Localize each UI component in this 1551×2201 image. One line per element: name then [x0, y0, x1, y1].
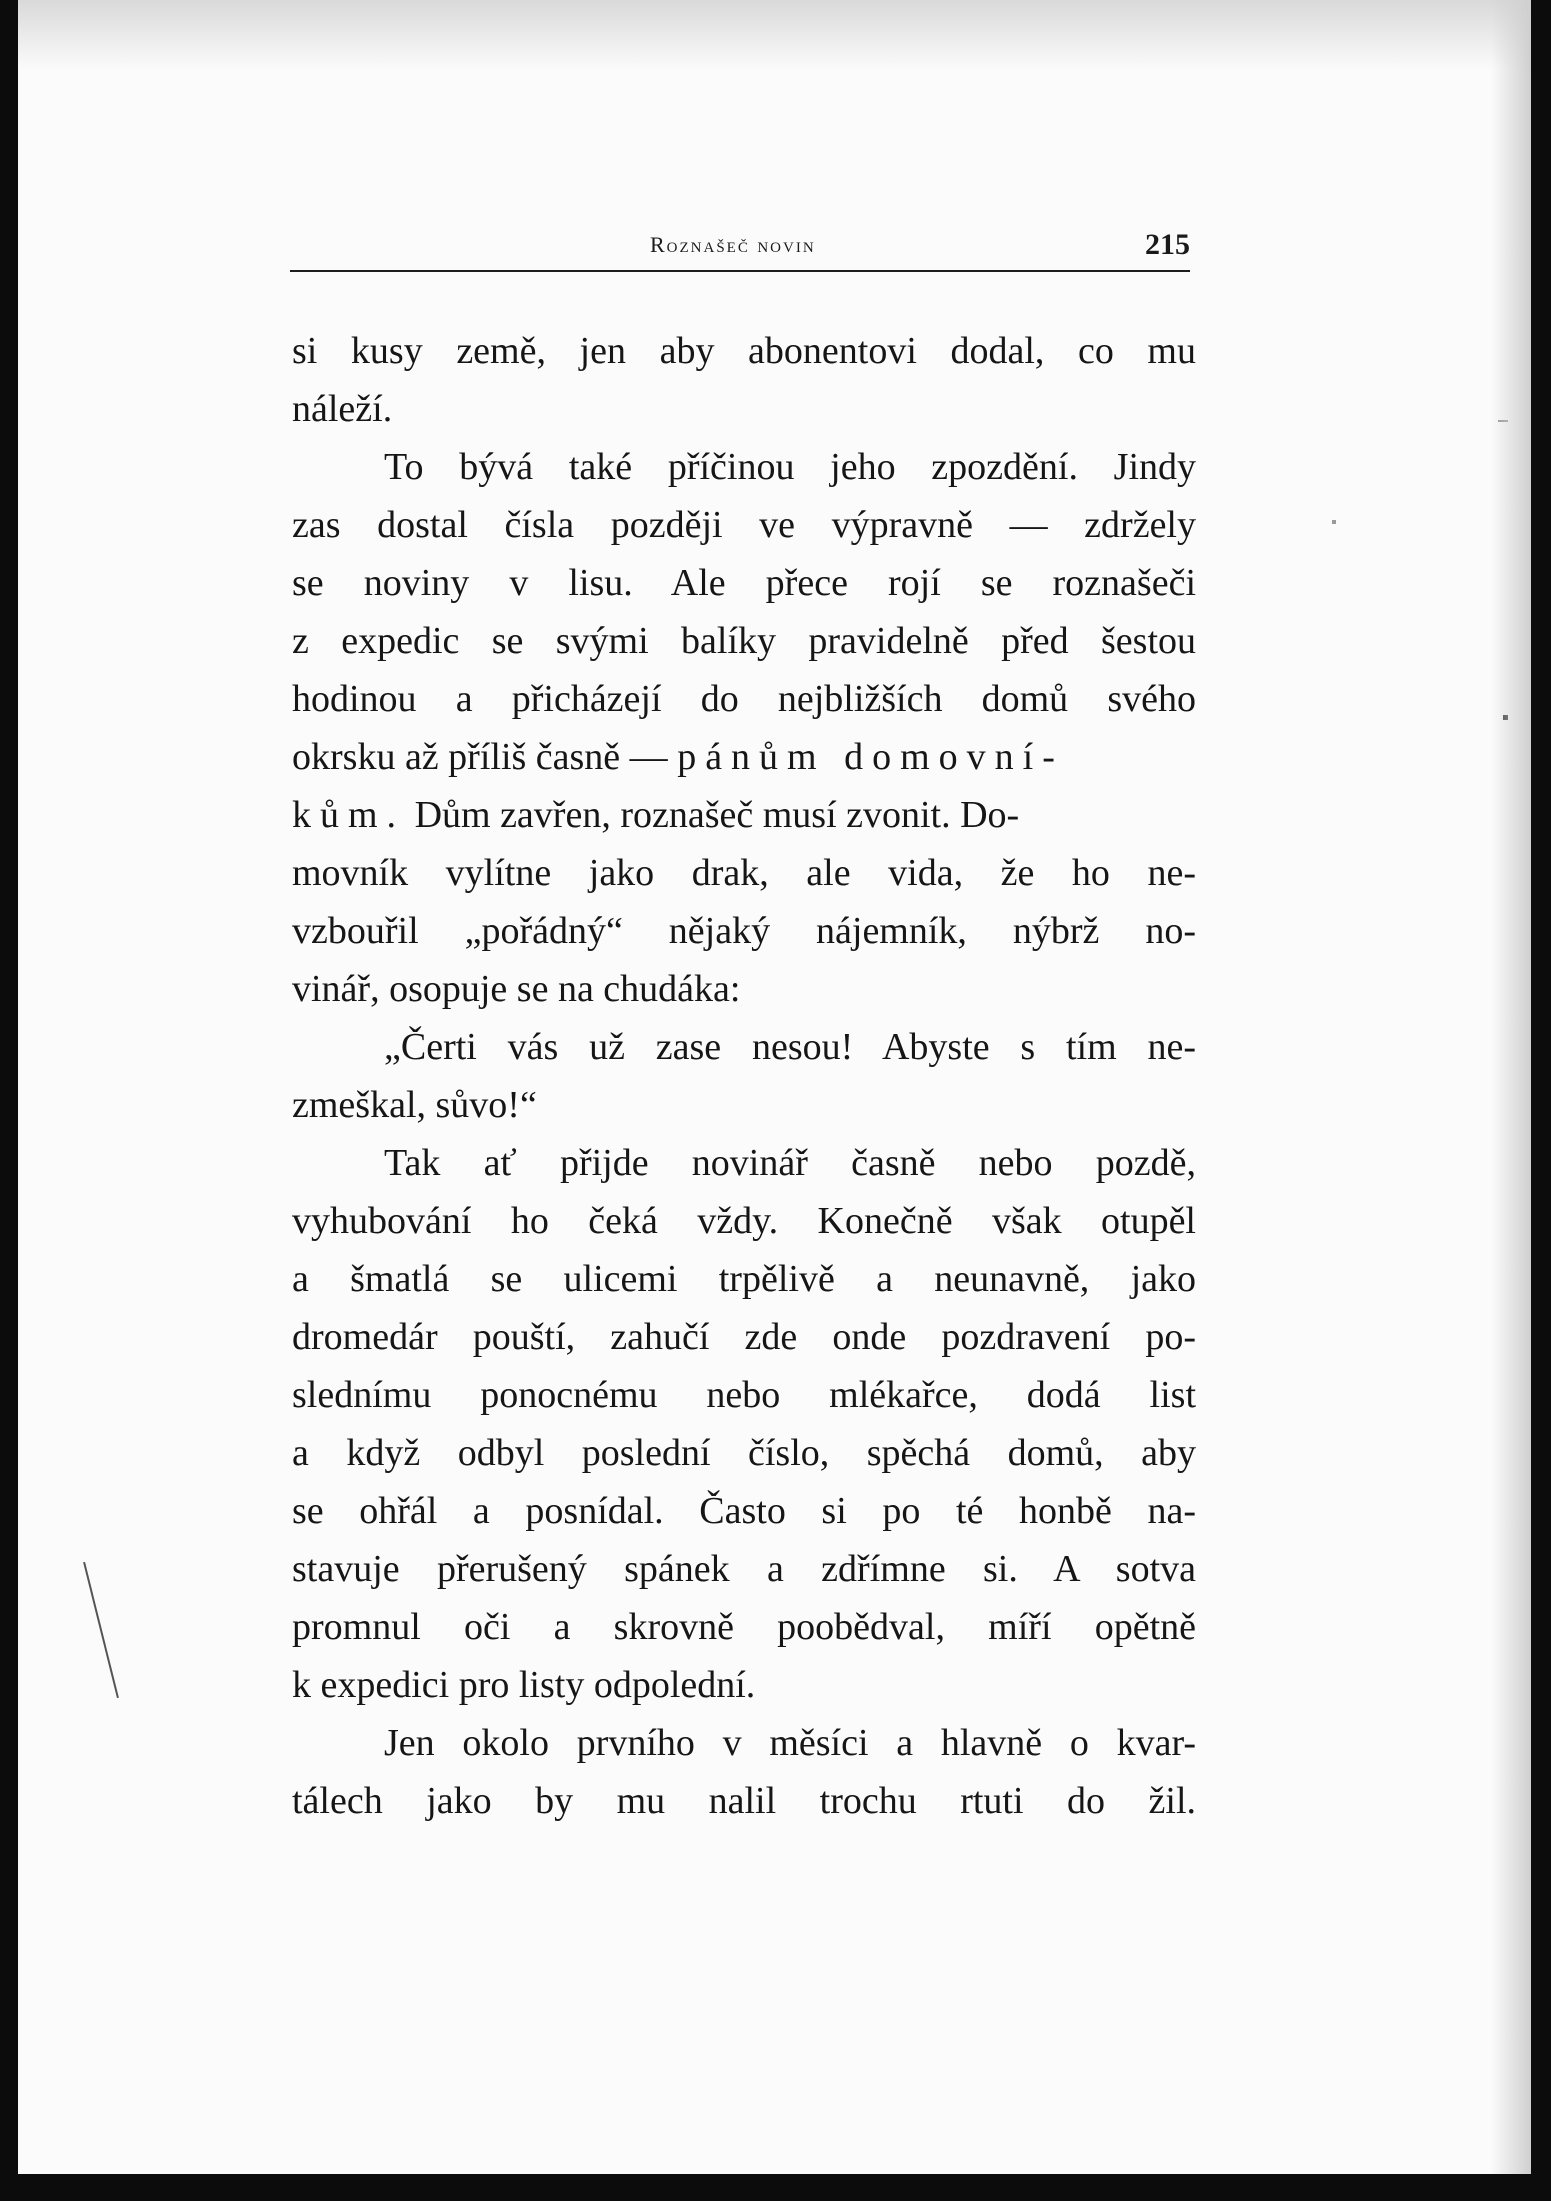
page-header [290, 228, 1190, 272]
text-line: slednímu ponocnému nebo mlékařce, dodá list [292, 1374, 1196, 1416]
text-line: vyhubování ho čeká vždy. Konečně však otupěl [292, 1200, 1196, 1242]
book-page [18, 0, 1531, 2174]
text-line: z expedic se svými balíky pravidelně před šestou [292, 620, 1196, 662]
line-rest: Dům zavřen, roznašeč musí zvonit. Do- [405, 794, 1020, 836]
text-line: To bývá také příčinou jeho zpozdění. Jindy [384, 446, 1196, 488]
text-line: „Čerti vás už zase nesou! Abyste s tím ne- [384, 1026, 1196, 1068]
text-line: vinář, osopuje se na chudáka: [292, 968, 741, 1010]
text-line: Jen okolo prvního v měsíci a hlavně o kvar- [384, 1722, 1196, 1764]
scan-speck [1503, 715, 1508, 720]
text-line: zas dostal čísla později ve výpravně — zdržely [292, 504, 1196, 546]
text-line: a když odbyl poslední číslo, spěchá domů, aby [292, 1432, 1196, 1474]
text-line: zmeškal, sůvo!“ [292, 1084, 537, 1126]
text-line: hodinou a přicházejí do nejbližších domů svého [292, 678, 1196, 720]
scan-scratch [83, 1562, 119, 1698]
scan-speck [1498, 420, 1508, 422]
scan-speck [1332, 520, 1336, 524]
line-prefix: okrsku až příliš časně — [292, 736, 678, 778]
text-line: náleží. [292, 388, 393, 430]
page-number: 215 [1145, 228, 1190, 261]
text-line: dromedár pouští, zahučí zde onde pozdravení po- [292, 1316, 1196, 1358]
text-line-emphasis [292, 786, 1196, 844]
text-line: se noviny v lisu. Ale přece rojí se roznašeči [292, 562, 1196, 604]
header-rule [290, 270, 1190, 272]
body-text [292, 322, 1196, 1830]
text-line: a šmatlá se ulicemi trpělivě a neunavně, jako [292, 1258, 1196, 1300]
text-line: Tak ať přijde novinář časně nebo pozdě, [384, 1142, 1196, 1184]
text-line: stavuje přerušený spánek a zdřímne si. A sotva [292, 1548, 1196, 1590]
text-line: vzbouřil „pořádný“ nějaký nájemník, nýbrž no- [292, 910, 1196, 952]
running-title: Roznašeč novin [650, 232, 816, 257]
spaced-emphasis: pánům domovní- [677, 736, 1064, 778]
text-line-emphasis [292, 728, 1196, 786]
text-line: k expedici pro listy odpolední. [292, 1664, 756, 1706]
spaced-emphasis: kům. [292, 794, 406, 836]
text-line: promnul oči a skrovně poobědval, míří opětně [292, 1606, 1196, 1648]
text-line: tálech jako by mu nalil trochu rtuti do žil. [292, 1780, 1196, 1822]
text-line: si kusy země, jen aby abonentovi dodal, co mu [292, 330, 1196, 372]
text-line: movník vylítne jako drak, ale vida, že ho ne- [292, 852, 1196, 894]
text-line: se ohřál a posnídal. Často si po té honbě na- [292, 1490, 1196, 1532]
